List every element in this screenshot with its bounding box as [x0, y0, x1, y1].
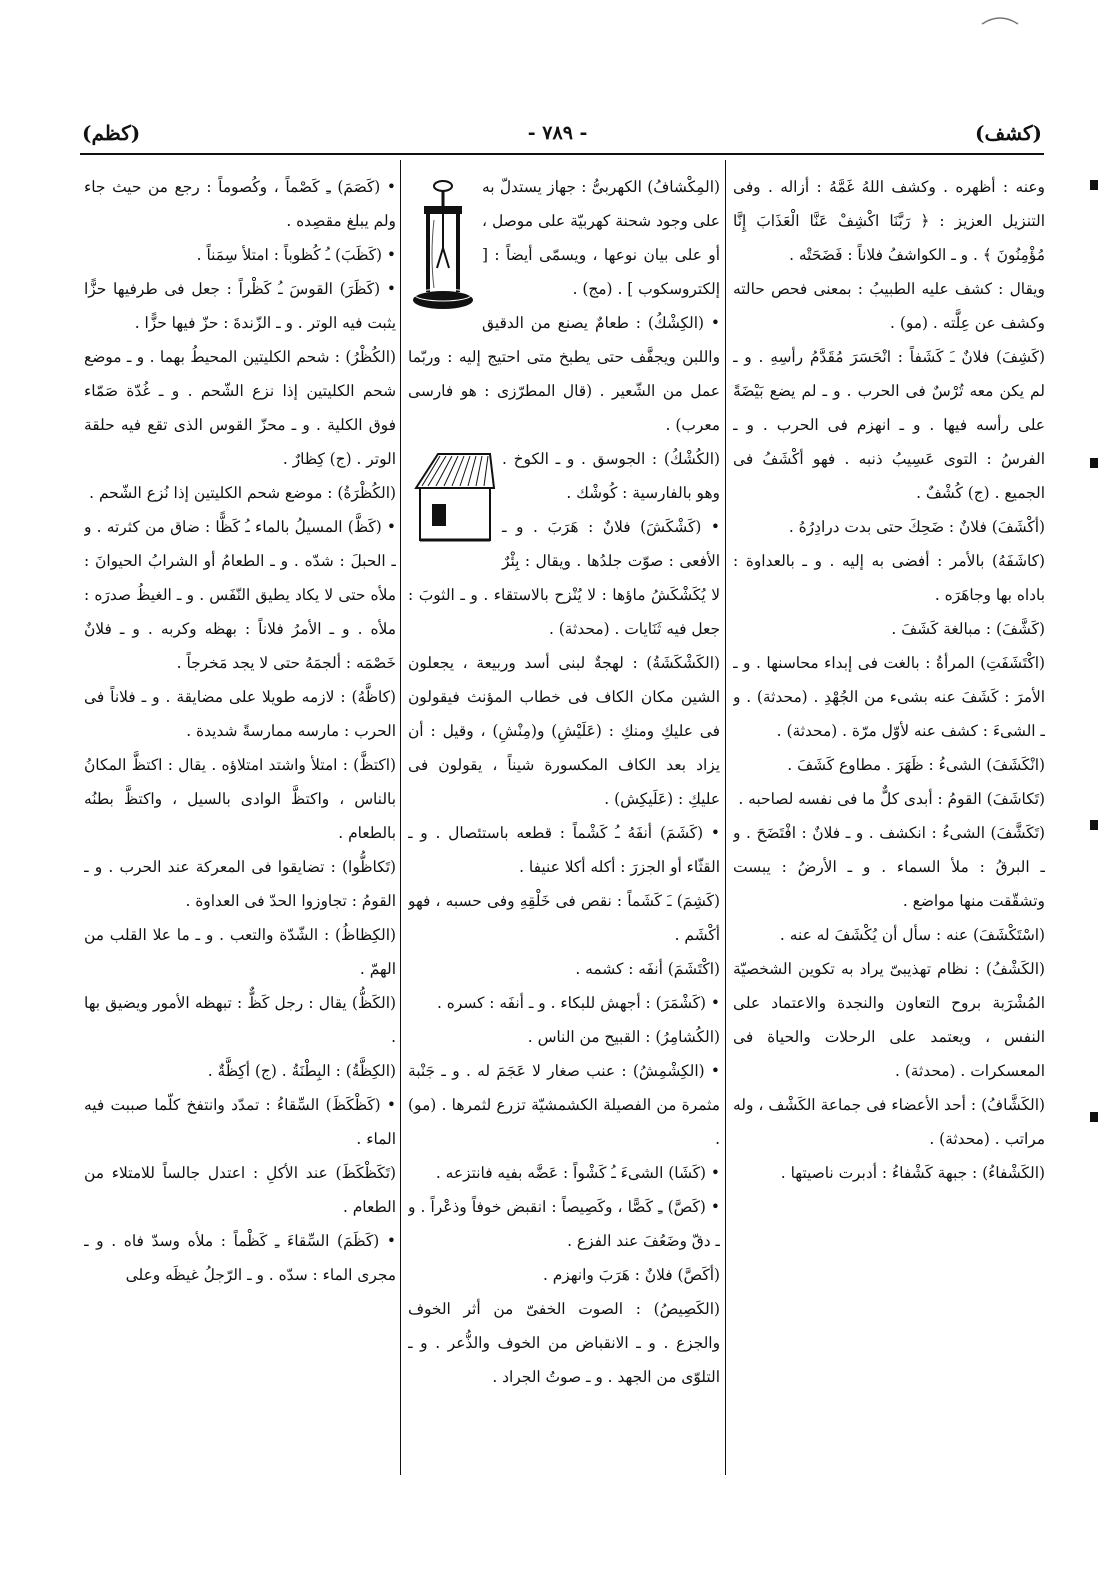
- entry-paragraph: (كاظَّهُ) : لازمه طويلا على مضايقة . و ـ فلاناً فى الحرب : مارسه ممارسةً شديدة .: [84, 688, 396, 740]
- entry-paragraph: ويقال : كشف عليه الطبيبُ : بمعنى فحص حالته وكشف عن عِلَّته . (مو) .: [733, 280, 1045, 332]
- margin-mark: [1090, 458, 1098, 468]
- entry-paragraph: (تَكَظْكَظَ) عند الأكلِ : اعتدل جالساً للامتلاء من الطعام .: [84, 1164, 396, 1216]
- entry-paragraph: (الكُشامِرُ) : القبيح من الناس .: [527, 1028, 720, 1046]
- entry-paragraph: • (كَصَّ) ـِ كَصًّا ، وكَصِيصاً : انقبض خوفاً وذعْراً . و ـ دقّ وضَعُفَ عند الفزع .: [408, 1198, 720, 1250]
- entry-paragraph: (الكَصِيصُ) : الصوت الخفىّ من أثر الخوف والجزع . و ـ الانقباض من الخوف والذُّعر . و ـ التلوّى من الجهد . و ـ صوتُ الجراد .: [408, 1300, 720, 1386]
- entry-paragraph: (كَشِمَ) ـَ كَشَماً : نقص فى خَلْقِهِ وفى حسبه ، فهو أكْشَم .: [408, 892, 720, 944]
- electroscope-icon: [410, 176, 476, 316]
- entry-paragraph: • (كَظَمَ) السِّقاءَ ـِ كَظْماً : ملأه وسدّ فاه . و ـ مجرى الماء : سدّه . و ـ الرّجلُ غيظَه وعلى: [84, 1232, 396, 1284]
- entry-paragraph: (اكْتَشَفَتِ) المرأةُ : بالغت فى إبداء محاسنها . و ـ الأمرَ : كَشَفَ عنه بشىء من الجُهْدِ . (محدثة) . و ـ الشىءَ : كشف عنه لأوّل مرّة . (محدثة) .: [733, 654, 1045, 740]
- entry-paragraph: • (كَشْمَرَ) : أجهش للبكاء . و ـ أنفَه : كسره .: [436, 994, 720, 1012]
- entry-paragraph: • (الكِشْمِشُ) : عنب صغار لا عَجَمَ له . و ـ جَنْبة مثمرة من الفصيلة الكشمشيّة تزرع لثمرها . (مو) .: [408, 1062, 720, 1148]
- entry-paragraph: • (الكِشْكُ) : طعامٌ يصنع من الدقيق واللبن ويجفَّف حتى يطبخ متى احتيج إليه : وربّما عمل من الشّعير . (قال المطرّزى : هو فارسى معرب) .: [408, 314, 720, 434]
- header-rule: [80, 153, 1044, 155]
- entry-paragraph: (الكَشْفاءُ) : جبهة كَشْفاءُ : أدبرت ناصيتها .: [780, 1164, 1045, 1182]
- entry-paragraph: (الكُظْرُ) : شحم الكليتين المحيطُ بهما . و ـ موضع شحم الكليتين إذا نزع الشّحم . و ـ غُدّة صَمّاء فوق الكلية . و ـ محزّ القوس الذى تقع فيه حلقة الوتر . (ج) كِظارٌ .: [84, 348, 396, 468]
- entry-paragraph: (كَشِفَ) فلانٌ ـَ كَشَفاً : انْحَسَرَ مُقَدَّمُ رأسِهِ . و ـ لم يكن معه تُرْسٌ فى الحرب . و ـ لم يضع بَيْضَةً على رأسه فيها . و ـ انهزم فى الحرب . و ـ الفرسُ : التوى عَسِيبُ ذنبه . فهو أكْشَفُ فى الجميع . (ج) كُشْفٌ .: [733, 348, 1045, 502]
- entry-paragraph: • (كَظَبَ) ـُ كُظوباً : امتلأ سِمَناً .: [196, 246, 396, 264]
- entry-paragraph: (أكْشَفَ) فلانٌ : ضَحِكَ حتى بدت درادِرُهُ .: [788, 518, 1045, 536]
- entry-paragraph: وعنه : أظهره . وكشف اللهُ غَمَّهُ : أزاله . وفى التنزيل العزيز : ﴿ رَبَّنَا اكْشِفْ عَنَّا الْعَذَابَ إِنَّا مُؤْمِنُونَ ﴾ . و ـ الكواشفُ فلاناً : فَضَحَتْه .: [733, 178, 1045, 264]
- column-right: [733, 170, 1045, 1470]
- hut-icon: [410, 448, 496, 548]
- page-header: [82, 118, 1042, 148]
- entry-paragraph: • (كَشَمَ) أنفَهُ ـُ كَشْماً : قطعه باستئصال . و ـ القثّاء أو الجزرَ : أكله أكلا عنيفا .: [408, 824, 720, 876]
- column-divider-2: [400, 160, 401, 1475]
- entry-paragraph: (الكَظُّ) يقال : رجل كَظٌّ : تبهظه الأمور ويضيق بها .: [84, 994, 396, 1046]
- entry-paragraph: (الكِظاظُ) : الشّدّة والتعب . و ـ ما علا القلب من الهمّ .: [84, 926, 396, 978]
- margin-mark: [1090, 180, 1098, 190]
- entry-paragraph: (الكَشَّافُ) : أحد الأعضاء فى جماعة الكَشْف ، وله مراتب . (محدثة) .: [733, 1096, 1045, 1148]
- column-divider-1: [725, 160, 726, 1475]
- entry-paragraph: (الكَشْفُ) : نظام تهذيبىّ يراد به تكوين الشخصيّة المُشْرَبة بروح التعاون والنجدة والاعتماد على النفس ، ويعتمد على الرحلات والحياة فى المعسكرات . (محدثة) .: [733, 960, 1045, 1080]
- entry-paragraph: • (كَشْكَشَ) فلانٌ : هَرَبَ . و ـ الأفعى : صوّت جلدُها . ويقال : بِئْرٌ لا يُكَشْكَشُ ماؤها : لا يُنْزح بالاستقاء . و ـ الثوبَ : جعل فيه ثَنَايات . (محدثة) .: [408, 518, 720, 638]
- entry-paragraph: (الكُشْكُ) : الجوسق . و ـ الكوخ . وهو بالفارسية : كُوشْك .: [502, 450, 720, 502]
- entry-paragraph: • (كَصَمَ) ـِ كَصْماً ، وكُصوماً : رجع من حيث جاء ولم يبلغ مقصِده .: [84, 178, 396, 230]
- entry-paragraph: • (كَظَرَ) القوسَ ـُ كَظْراً : جعل فى طرفيها حزًّا يثبت فيه الوتر . و ـ الزّندةَ : حزّ فيها حزًّا .: [84, 280, 396, 332]
- entry-paragraph: (اكتظَّ) : امتلأ واشتد امتلاؤه . يقال : اكتظَّ المكانُ بالناس ، واكتظَّ الوادى بالسيل ، واكتظَّ بطنُه بالطعام .: [84, 756, 396, 842]
- entry-paragraph: (اكْتَشَمَ) أنفَه : كشمه .: [575, 960, 720, 978]
- entry-paragraph: (أكَصَّ) فلانٌ : هَرَبَ وانهزم .: [542, 1266, 720, 1284]
- entry-paragraph: (الكَشْكَشَةُ) : لهجةٌ لبنى أسد وربيعة ، يجعلون الشين مكان الكاف فى خطاب المؤنث فيقولون فى عليكِ ومنكِ : (عَلَيْشِ) و(مِنْشِ) ، وقيل : أن يزاد بعد الكاف المكسورة شيناً ، يقولون فى عليكِ : (عَلَيكِش) .: [408, 654, 720, 808]
- header-right-word: (كشف): [975, 121, 1042, 145]
- entry-paragraph: (المِكْشافُ) الكهربىُّ : جهاز يستدلّ به على وجود شحنة كهربيّة على موصل ، أو على بيان نوعها ، ويسمّى أيضاً : [ إلكتروسكوب ] . (مج) .: [482, 178, 720, 298]
- margin-mark: [1090, 820, 1098, 830]
- entry-paragraph: • (كَظَّ) المسيلُ بالماء ـُ كَظًّا : ضاق من كثرته . و ـ الحبلَ : شدّه . و ـ الطعامُ أو الشرابُ الحيوانَ : ملأه حتى لا يكاد يطيق النّفَس . و ـ الغيظُ صدرَه : ملأه . و ـ الأمرُ فلاناً : بهظه وكربه . و ـ فلانٌ خَصْمَه : ألجمَهُ حتى لا يجد مَخرجاً .: [84, 518, 396, 672]
- entry-paragraph: • (كَشَا) الشىءَ ـُ كَشْواً : عَضَّه بفيه فانتزعه .: [435, 1164, 720, 1182]
- column-left: [84, 170, 396, 1470]
- entry-paragraph: (كاشَفَهُ) بالأمر : أفضى به إليه . و ـ بالعداوة : باداه بها وجاهَرَه .: [733, 552, 1045, 604]
- entry-paragraph: (تَكاشَفَ) القومُ : أبدى كلٌّ ما فى نفسه لصاحبه .: [738, 790, 1045, 808]
- entry-paragraph: (الكِظَّةُ) : البِطْنَةُ . (ج) أكِظَّةٌ .: [207, 1062, 396, 1080]
- entry-paragraph: (اسْتَكْشَفَ) عنه : سأل أن يُكْشَفَ له عنه .: [779, 926, 1045, 944]
- entry-paragraph: (كَشَّفَ) : مبالغة كَشَفَ .: [891, 620, 1045, 638]
- entry-paragraph: • (كَظْكَظَ) السِّقاءُ : تمدّد وانتفخ كلّما صببت فيه الماء .: [84, 1096, 396, 1148]
- scan-corner-mark: [980, 14, 1020, 28]
- entry-paragraph: (الكُظْرَةُ) : موضع شحم الكليتين إذا نُزع الشّحم .: [89, 484, 396, 502]
- header-left-word: (كظم): [82, 121, 141, 145]
- entry-paragraph: (تَكَشَّفَ) الشىءُ : انكشف . و ـ فلانٌ : افْتَضَحَ . و ـ البرقُ : ملأ السماء . و ـ الأرضُ : يبست وتشقّقت منها مواضع .: [733, 824, 1045, 910]
- entry-paragraph: (انْكَشَفَ) الشىءُ : ظَهَرَ . مطاوع كَشَفَ .: [787, 756, 1045, 774]
- page-number: - ٧٨٩ -: [527, 122, 588, 144]
- column-middle: [408, 170, 720, 1470]
- entry-paragraph: (تَكاظُّوا) : تضايقوا فى المعركة عند الحرب . و ـ القومُ : تجاوزوا الحدّ فى العداوة .: [84, 858, 396, 910]
- margin-mark: [1090, 1112, 1098, 1122]
